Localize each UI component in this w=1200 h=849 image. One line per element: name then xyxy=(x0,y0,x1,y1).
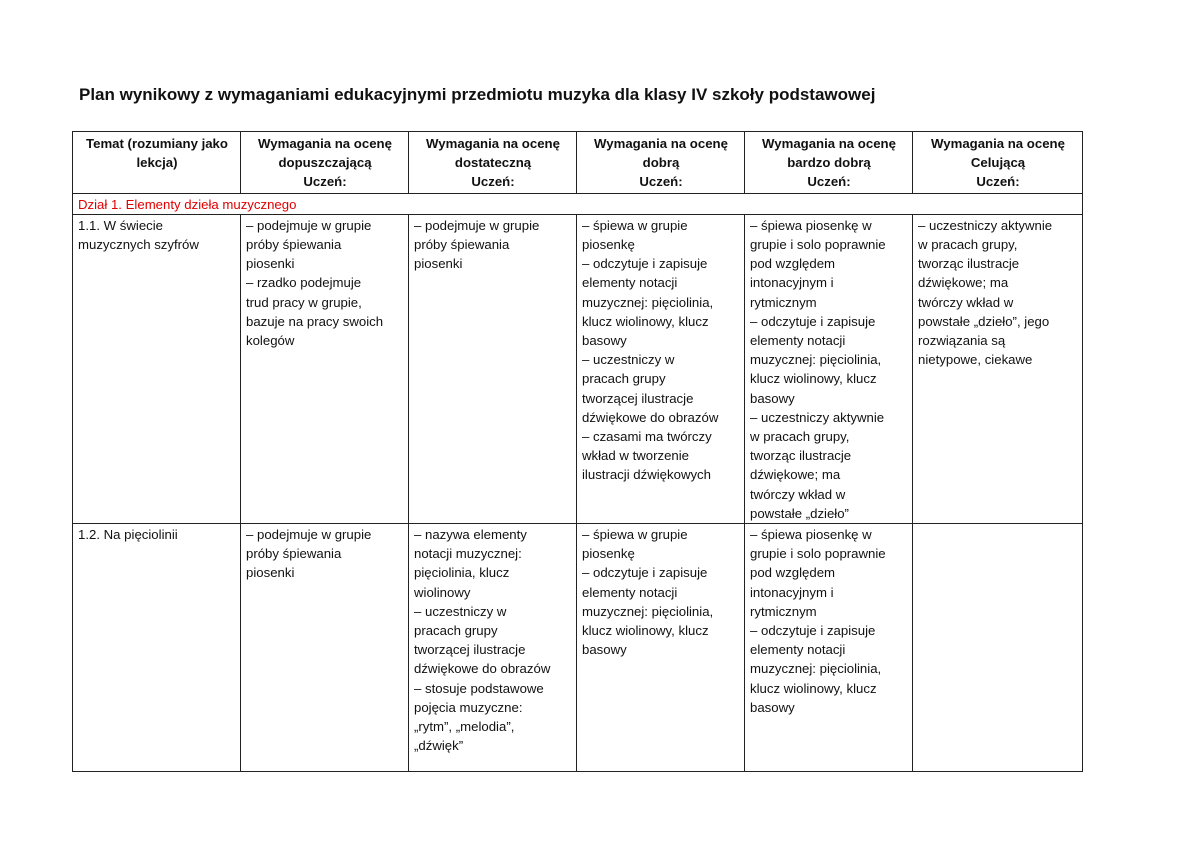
cell-text-line: – śpiewa piosenkę w xyxy=(750,217,872,233)
cell-text-line: elementy notacji xyxy=(582,275,678,291)
cell-text-line: piosenki xyxy=(246,256,295,272)
cell-text-line: w pracach grupy, xyxy=(918,237,1018,253)
header-line: Wymagania na ocenę xyxy=(426,136,560,151)
cell-text-line: rozwiązania są xyxy=(918,333,1006,349)
cell-text-line: intonacyjnym i xyxy=(750,584,834,600)
cell-text-line: pracach grupy xyxy=(414,623,498,639)
grade-celujaca-cell xyxy=(913,524,1083,772)
cell-text-line: próby śpiewania xyxy=(246,237,342,253)
cell-text-line: piosenkę xyxy=(582,546,635,562)
header-line: Wymagania na ocenę xyxy=(594,136,728,151)
cell-text-line: klucz wiolinowy, klucz xyxy=(750,680,877,696)
cell-text-line: elementy notacji xyxy=(582,584,678,600)
cell-text-line: tworząc ilustracje xyxy=(918,256,1020,272)
cell-text-line: pod względem xyxy=(750,256,836,272)
cell-text-line: – rzadko podejmuje xyxy=(246,275,362,291)
cell-text-line: powstałe „dzieło”, jego xyxy=(918,313,1050,329)
cell-text-line: – śpiewa w grupie xyxy=(582,527,688,543)
cell-text-line: – odczytuje i zapisuje xyxy=(750,313,876,329)
cell-text-line: próby śpiewania xyxy=(246,546,342,562)
cell-text-line: 1.1. W świecie xyxy=(78,217,164,233)
cell-text-line: pięciolinia, klucz xyxy=(414,565,510,581)
cell-text-line: bazuje na pracy swoich xyxy=(246,313,384,329)
table-row xyxy=(73,524,1083,772)
header-grade-dobra xyxy=(577,132,745,194)
cell-text-line: rytmicznym xyxy=(750,294,817,310)
header-line: Uczeń: xyxy=(303,174,347,190)
grade-dostateczna-cell xyxy=(409,214,577,523)
table-row xyxy=(73,214,1083,523)
grade-dopuszczajaca-cell xyxy=(241,524,409,772)
grade-bardzo-dobra-cell xyxy=(745,214,913,523)
header-line: lekcja) xyxy=(136,155,178,171)
cell-text-line: muzycznej: pięciolinia, xyxy=(582,603,714,619)
cell-text-line: muzycznych szyfrów xyxy=(78,237,199,253)
header-line: Temat (rozumiany jako xyxy=(86,136,228,151)
cell-text-line: rytmicznym xyxy=(750,603,817,619)
header-line: Uczeń: xyxy=(807,174,851,190)
document-title: Plan wynikowy z wymaganiami edukacyjnymi przedmiotu muzyka dla klasy IV szkoły podstawowej xyxy=(79,85,876,104)
cell-text-line: w pracach grupy, xyxy=(750,429,850,445)
requirements-table xyxy=(72,131,1083,772)
cell-text-line: dźwiękowe; ma xyxy=(750,467,841,483)
cell-text-line: piosenki xyxy=(414,256,463,272)
header-line: Wymagania na ocenę xyxy=(762,136,896,151)
cell-text-line: – uczestniczy aktywnie xyxy=(918,217,1053,233)
cell-text-line: grupie i solo poprawnie xyxy=(750,546,886,562)
cell-text-line: muzycznej: pięciolinia, xyxy=(750,352,882,368)
header-line: dostateczną xyxy=(454,155,532,171)
cell-text-line: klucz wiolinowy, klucz xyxy=(582,313,709,329)
cell-text-line: „rytm”, „melodia”, xyxy=(414,719,515,735)
cell-text-line: – śpiewa w grupie xyxy=(582,217,688,233)
cell-text-line: dźwiękowe do obrazów xyxy=(582,409,719,425)
cell-text-line: – odczytuje i zapisuje xyxy=(750,623,876,639)
topic-cell xyxy=(73,214,241,523)
grade-dopuszczajaca-cell xyxy=(241,214,409,523)
cell-text-line: tworzącej ilustracje xyxy=(582,390,694,406)
header-line: dopuszczającą xyxy=(278,155,372,171)
topic-cell xyxy=(73,524,241,772)
grade-celujaca-cell xyxy=(913,214,1083,523)
cell-text-line: nietypowe, ciekawe xyxy=(918,352,1033,368)
cell-text-line: basowy xyxy=(582,333,627,349)
cell-text-line: „dźwięk” xyxy=(414,738,464,754)
cell-text-line: piosenki xyxy=(246,565,295,581)
header-line: Uczeń: xyxy=(639,174,683,190)
grade-dobra-cell xyxy=(577,214,745,523)
cell-text-line: – uczestniczy w xyxy=(582,352,675,368)
cell-text-line: muzycznej: pięciolinia, xyxy=(582,294,714,310)
cell-text-line: notacji muzycznej: xyxy=(414,546,522,562)
header-line: Uczeń: xyxy=(976,174,1020,190)
cell-text-line: basowy xyxy=(582,642,627,658)
cell-text-line: dźwiękowe; ma xyxy=(918,275,1009,291)
cell-text-line: kolegów xyxy=(246,333,295,349)
header-row xyxy=(73,132,1083,194)
header-line: Wymagania na ocenę xyxy=(931,136,1065,151)
cell-text-line: twórczy wkład w xyxy=(750,486,846,502)
cell-text-line: muzycznej: pięciolinia, xyxy=(750,661,882,677)
grade-dostateczna-cell xyxy=(409,524,577,772)
cell-text-line: trud pracy w grupie, xyxy=(246,294,362,310)
cell-text-line: pojęcia muzyczne: xyxy=(414,699,523,715)
cell-text-line: dźwiękowe do obrazów xyxy=(414,661,551,677)
cell-text-line: wkład w tworzenie xyxy=(582,448,690,464)
cell-text-line: powstałe „dzieło” xyxy=(750,505,849,521)
header-line: bardzo dobrą xyxy=(787,155,871,171)
cell-text-line: – śpiewa piosenkę w xyxy=(750,527,872,543)
cell-text-line: grupie i solo poprawnie xyxy=(750,237,886,253)
cell-text-line: tworząc ilustracje xyxy=(750,448,852,464)
cell-text-line: 1.2. Na pięciolinii xyxy=(78,527,178,543)
cell-text-line: klucz wiolinowy, klucz xyxy=(582,623,709,639)
grade-bardzo-dobra-cell xyxy=(745,524,913,772)
cell-text-line: – uczestniczy w xyxy=(414,603,507,619)
cell-text-line: – podejmuje w grupie xyxy=(246,527,372,543)
cell-text-line: elementy notacji xyxy=(750,333,846,349)
cell-text-line: intonacyjnym i xyxy=(750,275,834,291)
cell-text-line: próby śpiewania xyxy=(414,237,510,253)
header-grade-dopuszczajaca xyxy=(241,132,409,194)
header-grade-bardzo-dobra xyxy=(745,132,913,194)
cell-text-line: – podejmuje w grupie xyxy=(246,217,372,233)
section-title: Dział 1. Elementy dzieła muzycznego xyxy=(73,193,1083,214)
section-row xyxy=(73,193,1083,214)
cell-text-line: pracach grupy xyxy=(582,371,666,387)
cell-text-line: – odczytuje i zapisuje xyxy=(582,256,708,272)
cell-text-line: basowy xyxy=(750,699,795,715)
cell-text-line: basowy xyxy=(750,390,795,406)
header-line: Celującą xyxy=(970,155,1026,171)
cell-text-line: – stosuje podstawowe xyxy=(414,680,544,696)
cell-text-line: wiolinowy xyxy=(414,584,471,600)
cell-text-line: ilustracji dźwiękowych xyxy=(582,467,711,483)
header-line: Uczeń: xyxy=(471,174,515,190)
header-line: dobrą xyxy=(642,155,680,171)
cell-text-line: pod względem xyxy=(750,565,836,581)
grade-dobra-cell xyxy=(577,524,745,772)
cell-text-line: – uczestniczy aktywnie xyxy=(750,409,885,425)
header-topic xyxy=(73,132,241,194)
cell-text-line: tworzącej ilustracje xyxy=(414,642,526,658)
cell-text-line: – czasami ma twórczy xyxy=(582,429,712,445)
cell-text-line: klucz wiolinowy, klucz xyxy=(750,371,877,387)
cell-text-line: elementy notacji xyxy=(750,642,846,658)
cell-text-line: – podejmuje w grupie xyxy=(414,217,540,233)
cell-text-line: – nazywa elementy xyxy=(414,527,527,543)
header-line: Wymagania na ocenę xyxy=(258,136,392,151)
cell-text-line: piosenkę xyxy=(582,237,635,253)
header-grade-celujaca xyxy=(913,132,1083,194)
cell-text-line: – odczytuje i zapisuje xyxy=(582,565,708,581)
cell-text-line: twórczy wkład w xyxy=(918,294,1014,310)
header-grade-dostateczna xyxy=(409,132,577,194)
